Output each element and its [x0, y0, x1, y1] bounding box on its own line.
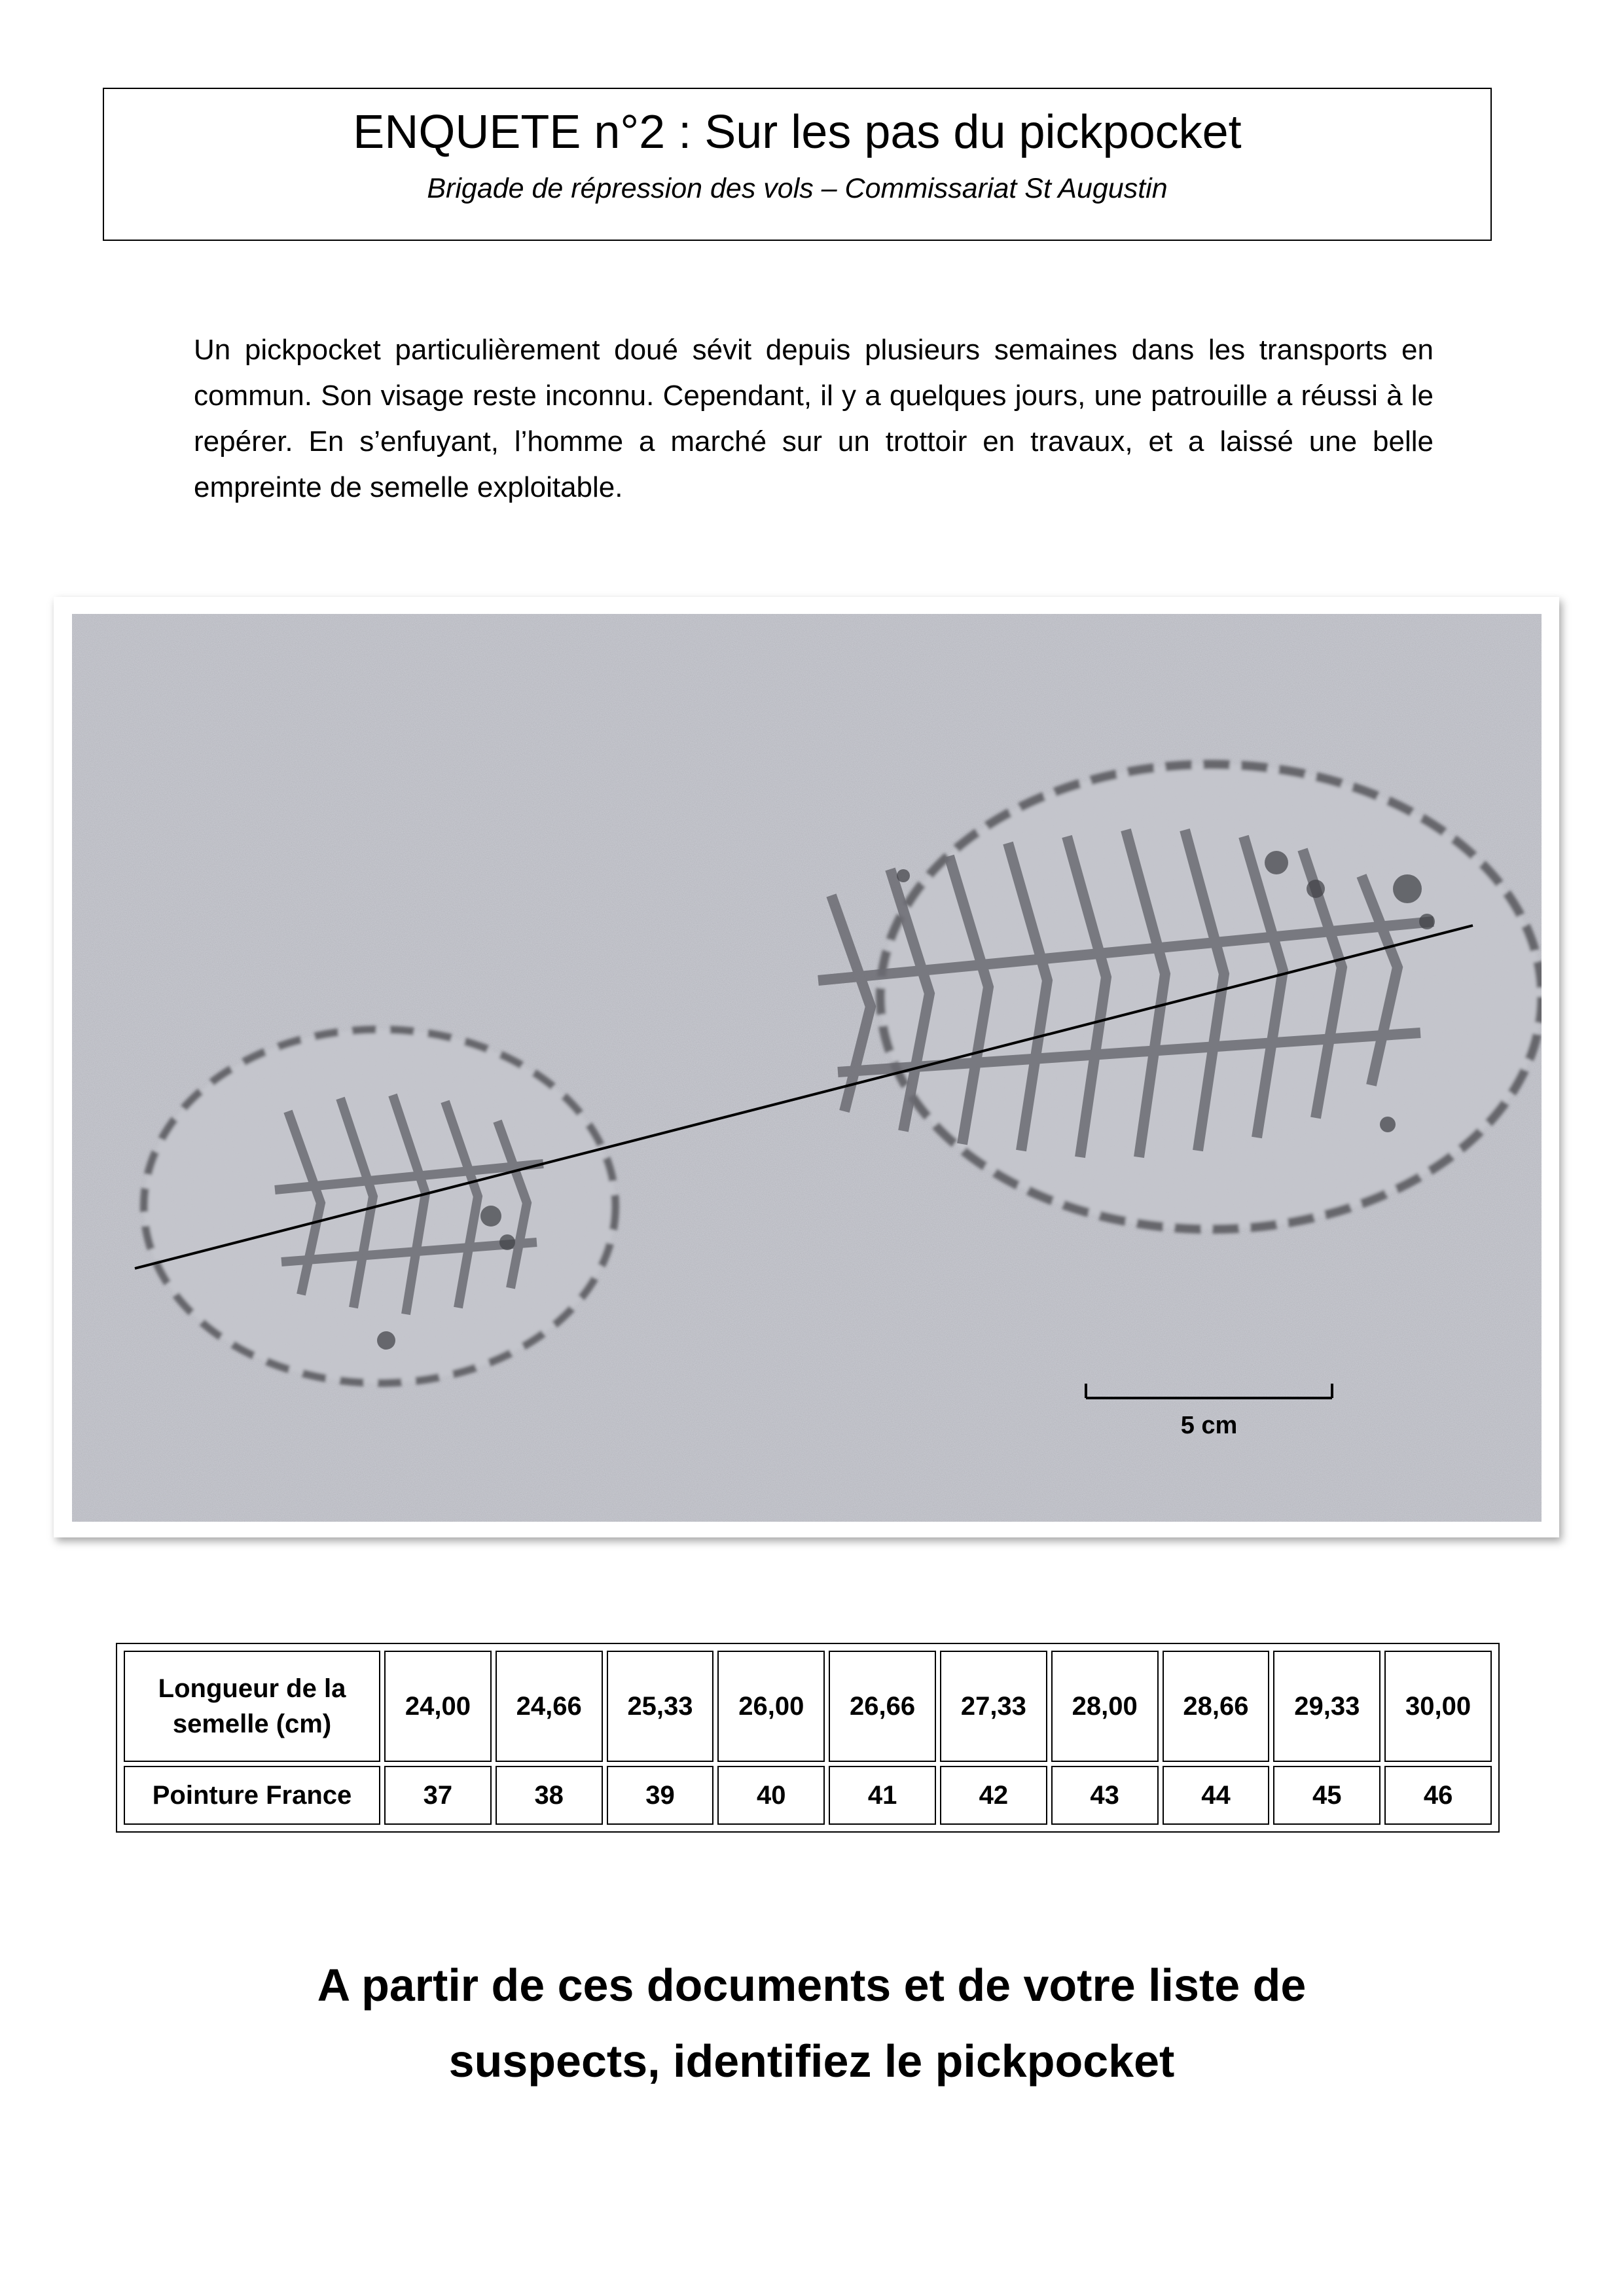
title-box: [103, 88, 1492, 241]
table-cell: 29,33: [1273, 1651, 1380, 1762]
intro-paragraph: Un pickpocket particulièrement doué sévit depuis plusieurs semaines dans les transports en commun. Son visage reste inconnu. Cependant, il y a quelques jours, une patrouille a réussi à le repérer. En s’enfuyant, l’homme a marché sur un trottoir en travaux, et a laissé une belle empreinte de semelle exploitable.: [194, 334, 1434, 503]
table-cell: 26,00: [717, 1651, 825, 1762]
page-title: ENQUETE n°2 : Sur les pas du pickpocket: [353, 106, 1242, 158]
table-cell: 46: [1384, 1766, 1492, 1825]
table-cell: 42: [940, 1766, 1047, 1825]
table-cell: 28,66: [1163, 1651, 1270, 1762]
size-table: [116, 1643, 1500, 1833]
table-cell: 43: [1051, 1766, 1159, 1825]
table-cell: 39: [607, 1766, 714, 1825]
table-cell: 28,00: [1051, 1651, 1159, 1762]
table-cell: 26,66: [829, 1651, 936, 1762]
table-cell: 25,33: [607, 1651, 714, 1762]
scale-label: 5 cm: [1180, 1412, 1238, 1439]
table-cell: 30,00: [1384, 1651, 1492, 1762]
table-cell: 41: [829, 1766, 936, 1825]
table-row: [124, 1766, 1492, 1825]
table-cell: 24,66: [496, 1651, 603, 1762]
table-cell: 40: [717, 1766, 825, 1825]
table-cell: 45: [1273, 1766, 1380, 1825]
conclusion: [131, 1947, 1492, 2099]
row-header: Pointure France: [124, 1766, 380, 1825]
table-row: [124, 1651, 1492, 1762]
footprint-photo: [54, 597, 1559, 1537]
page-subtitle: Brigade de répression des vols – Commissariat St Augustin: [427, 173, 1168, 204]
table-cell: 37: [384, 1766, 492, 1825]
row-header: Longueur de la semelle (cm): [124, 1651, 380, 1762]
table-cell: 24,00: [384, 1651, 492, 1762]
conclusion-line: A partir de ces documents et de votre liste de: [317, 1960, 1307, 2011]
conclusion-line: suspects, identifiez le pickpocket: [448, 2036, 1175, 2087]
table-cell: 44: [1163, 1766, 1270, 1825]
table-cell: 27,33: [940, 1651, 1047, 1762]
table-cell: 38: [496, 1766, 603, 1825]
